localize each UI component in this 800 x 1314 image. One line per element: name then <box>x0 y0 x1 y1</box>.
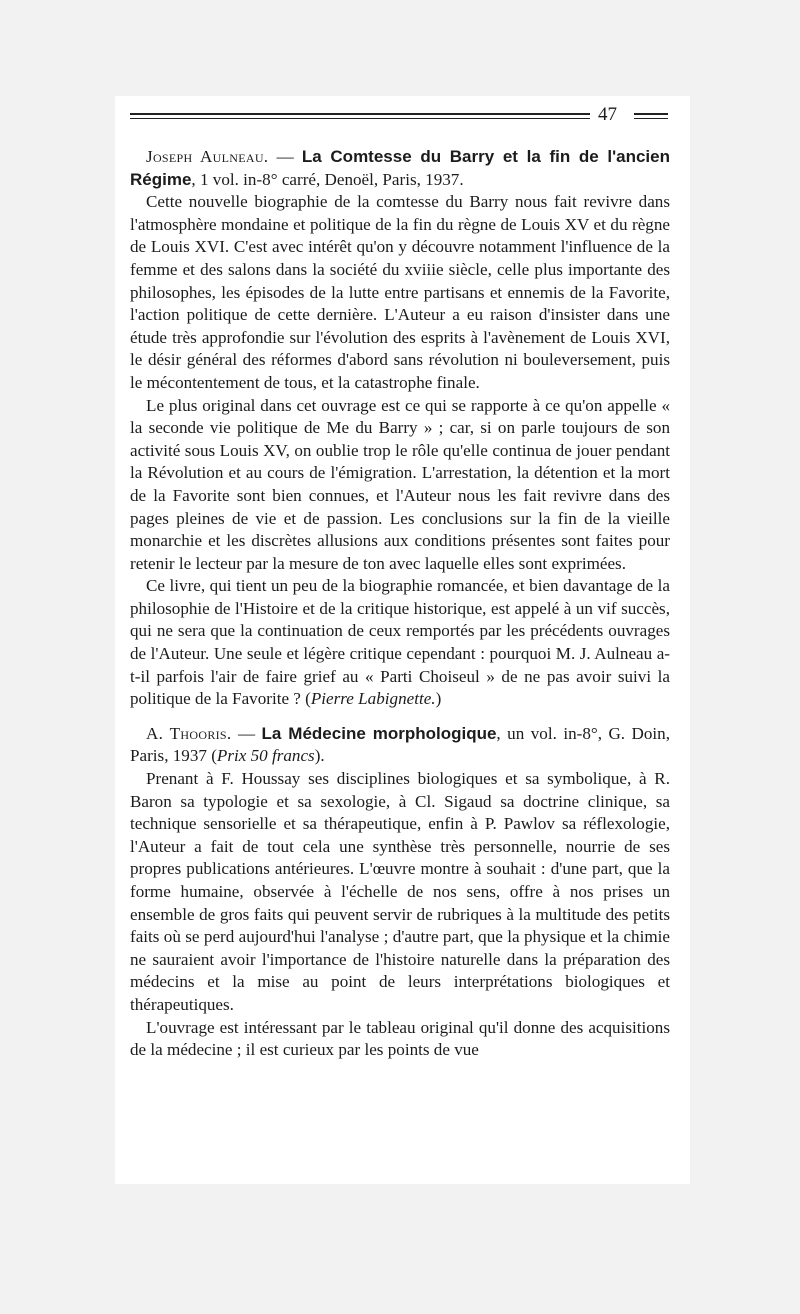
review-thooris <box>130 723 670 1062</box>
review-paragraph: Le plus original dans cet ouvrage est ce qui se rapporte à ce qu'on appelle « la seconde vie politique de Me du Barry » ; car, si on parle toujours de son activité sous Louis XV, on oublie trop le rôle qu'elle continua de jouer pendant la Révolution et au cours de l'émigration. L'arrestation, la détention et la mort de la Favorite sont bien connues, et l'Auteur nous les fait revivre dans des pages pleines de vie et de passion. Les conclusions sur la fin de la vieille monarchie et les discrètes allusions aux conditions présentes sont faites pour retenir le lecteur par la mesure de ton avec laquelle elles sont exprimées. <box>130 395 670 573</box>
publication-details: , un vol. in-8°, G. Doin, Paris, 1937 ( <box>130 723 671 766</box>
review-paragraph: Cette nouvelle biographie de la comtesse du Barry nous fait revivre dans l'atmosphère mondaine et politique de la fin du règne de Louis XV et du règne de Louis XVI. C'est avec intérêt qu'on y découvre notamment l'influence de la femme et des salons dans la société du xviiie siècle, celle plus importante des philosophes, les épisodes de la lutte entre partisans et ennemis de la Favorite, l'action politique de cette dernière. L'Auteur a eu raison d'insister dans une étude très approfondie sur l'évolution des esprits à l'avènement de Louis XVI, le désir général des réformes d'abord sans révolution ni bouleversement, puis le mécontentement de tous, et la catastrophe finale. <box>130 192 670 392</box>
reviewer-signature: Pierre Labignette. <box>310 689 436 709</box>
book-title: La Médecine morphologique <box>261 723 497 743</box>
signature-close: ) <box>435 689 442 709</box>
review-author: Joseph Aulneau. <box>146 147 269 166</box>
citation-dash: — <box>276 147 294 166</box>
page-content <box>130 146 670 1062</box>
header-rule-left <box>130 113 590 119</box>
review-paragraph: L'ouvrage est intéressant par le tableau original qu'il donne des acquisitions de la médecine ; il est curieux par les points de vue <box>130 1017 670 1060</box>
review-citation <box>130 723 670 768</box>
header-rule-right <box>634 113 668 119</box>
review-author: A. Thooris. <box>146 723 232 743</box>
page-number: 47 <box>598 104 617 125</box>
review-paragraph-final <box>130 575 670 711</box>
publication-details: , 1 vol. in-8° carré, Denoël, Paris, 1937. <box>191 169 464 189</box>
publication-details-end: ). <box>314 746 325 766</box>
review-citation <box>130 146 670 191</box>
book-title: La Comtesse du Barry et la fin de l'ancien Régime <box>130 147 670 189</box>
citation-dash: — <box>237 723 256 743</box>
review-paragraph-text: Ce livre, qui tient un peu de la biographie romancée, et bien davantage de la philosophie de l'Histoire et de la critique historique, est appelé à un vif succès, qui ne sera que la continuation de ceux remportés par les précédents ouvrages de l'Auteur. Une seule et légère critique cependant : pourquoi M. J. Aulneau a-t-il parfois l'air de faire grief au « Parti Choiseul » de ne pas avoir suivi la politique de la Favorite ? <box>130 576 670 709</box>
signature-open: ( <box>300 689 311 709</box>
page-header <box>130 104 670 129</box>
book-price: Prix 50 francs <box>216 746 315 766</box>
review-paragraph: Prenant à F. Houssay ses disciplines biologiques et sa symbolique, à R. Baron sa typologie et sa sexologie, à Cl. Sigaud sa doctrine clinique, sa technique sensorielle et sa thérapeutique, enfin à P. Pawlov sa réflexologie, l'Auteur a fait de tout cela une synthèse très personnelle, nourrie de ses propres publications antérieures. L'œuvre montre à souhait : d'une part, que la forme humaine, observée à l'échelle de nos sens, offre à nos prises un ensemble de gros faits qui peuvent servir de rubriques à la multitude des petits faits où se perd aujourd'hui l'analyse ; d'autre part, que la physique et la chimie ne sauraient avoir l'importance de l'histoire naturelle dans la préparation des médecins et la mise au point de leurs interprétations biologiques et thérapeutiques. <box>130 769 670 1014</box>
review-aulneau <box>130 146 670 711</box>
